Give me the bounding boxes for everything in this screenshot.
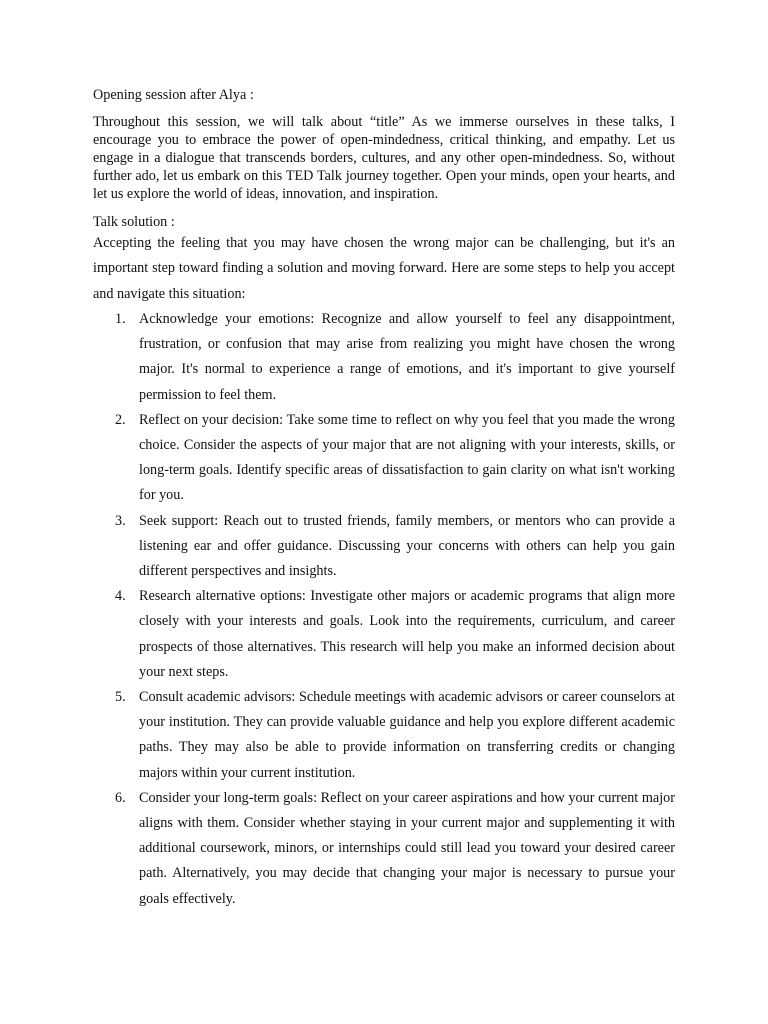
list-item-number: 5. [115,688,126,705]
list-item-text: Consider your long-term goals: Reflect on your career aspirations and how your current major aligns with them. Consider whether staying in your current major and supplementing it with additional coursework, minors, or internships could still lead you toward your desired career path. Alternatively, you may decide that changing your major is necessary to pursue your goals effectively. [139,789,675,907]
list-item-number: 2. [115,411,126,428]
opening-session-title: Opening session after Alya : [93,87,254,103]
list-item [93,408,675,509]
list-item-text: Reflect on your decision: Take some time to reflect on why you feel that you made the wrong choice. Consider the aspects of your major that are not aligning with your interests, skills, or long-term goals. Identify specific areas of dissatisfaction to gain clarity on what isn't working for you. [139,411,675,504]
document-page [93,86,675,912]
list-item-text: Consult academic advisors: Schedule meetings with academic advisors or career counselors at your institution. They can provide valuable guidance and help you explore different academic paths. They may also be able to provide information on transferring credits or changing majors within your current institution. [139,688,675,781]
list-item-text: Seek support: Reach out to trusted friends, family members, or mentors who can provide a listening ear and offer guidance. Discussing your concerns with others can help you gain different perspectives and insights. [139,512,675,579]
talk-intro-paragraph: Accepting the feeling that you may have chosen the wrong major can be challenging, but it's an important step toward finding a solution and moving forward. Here are some steps to help you accept and navigate this situation: [93,235,675,302]
list-item-number: 4. [115,588,126,605]
list-item [93,584,675,685]
list-item [93,307,675,408]
list-item [93,509,675,585]
steps-list [93,307,675,912]
list-item-number: 6. [115,789,126,806]
talk-solution-title: Talk solution : [93,214,175,230]
list-item-text: Acknowledge your emotions: Recognize and allow yourself to feel any disappointment, frustration, or confusion that may arise from realizing you might have chosen the wrong major. It's normal to experience a range of emotions, and it's important to give yourself permission to feel them. [139,310,675,403]
list-item-number: 1. [115,310,126,327]
list-item [93,685,675,786]
list-item [93,786,675,912]
list-item-text: Research alternative options: Investigate other majors or academic programs that align more closely with your interests and goals. Look into the requirements, curriculum, and career prospects of those alternatives. This research will help you make an informed decision about your next steps. [139,588,675,680]
opening-paragraph: Throughout this session, we will talk about “title” As we immerse ourselves in these talks, I encourage you to embrace the power of open-mindedness, critical thinking, and empathy. Let us engage in a dialogue that transcends borders, cultures, and any other open-mindedness. So, without further ado, let us embark on this TED Talk journey together. Open your minds, open your hearts, and let us explore the world of ideas, innovation, and inspiration. [93,114,675,202]
list-item-number: 3. [115,512,126,529]
